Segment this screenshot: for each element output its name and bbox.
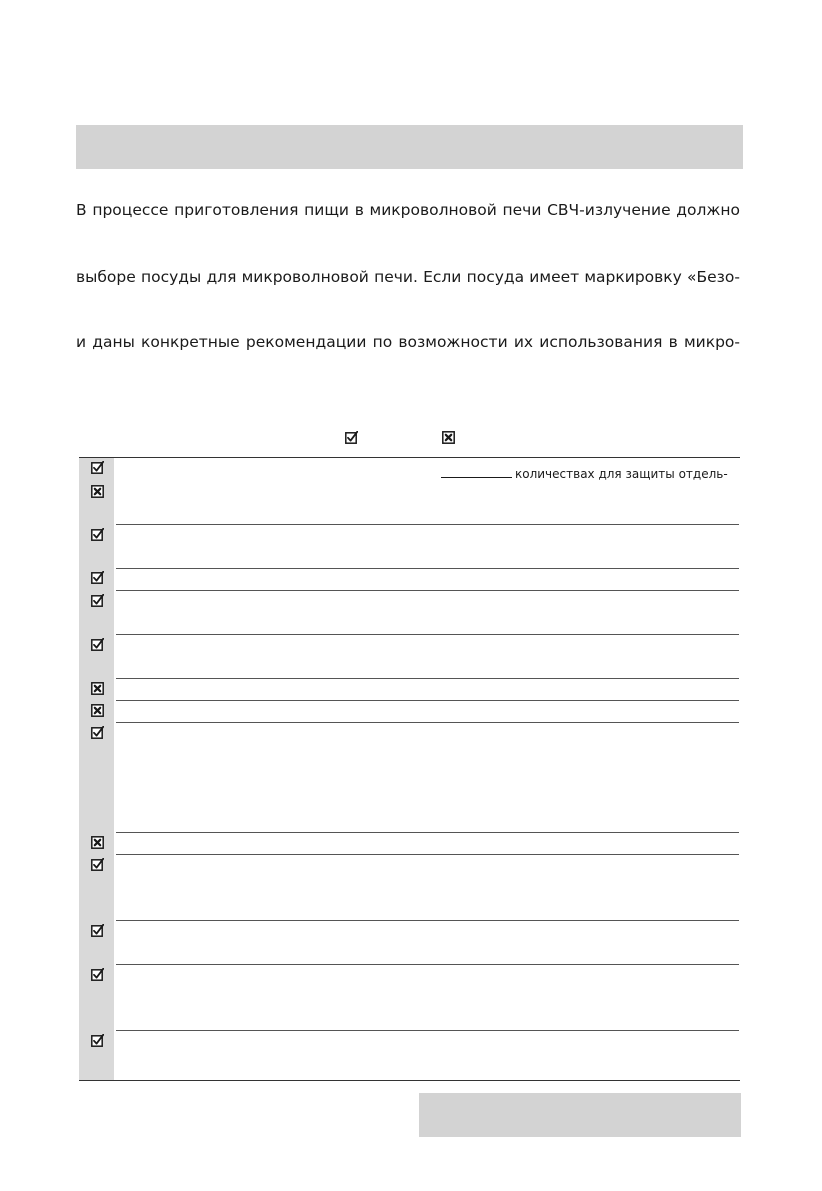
check-icon	[91, 528, 104, 541]
row-separator	[116, 920, 739, 921]
intro-line-3: и даны конкретные рекомендации по возможности их использования в микро-	[76, 333, 740, 351]
check-icon	[91, 1034, 104, 1047]
legend-check-icon	[345, 431, 358, 444]
cross-icon	[91, 704, 104, 717]
check-icon	[91, 571, 104, 584]
row-separator	[116, 700, 739, 701]
section-header-bar	[76, 125, 743, 169]
check-icon	[91, 858, 104, 871]
cross-icon	[91, 682, 104, 695]
table-bottom-border	[79, 1080, 740, 1081]
row-separator	[116, 678, 739, 679]
row-separator	[116, 832, 739, 833]
check-icon	[91, 638, 104, 651]
row-1-text-fragment	[441, 467, 728, 481]
row-separator	[116, 964, 739, 965]
row-separator	[116, 568, 739, 569]
row-separator	[116, 634, 739, 635]
legend-cross-icon	[442, 431, 455, 444]
table-icon-column	[79, 458, 114, 1081]
check-icon	[91, 726, 104, 739]
blank-underline	[441, 467, 512, 478]
footer-bar	[419, 1093, 741, 1137]
row-separator	[116, 590, 739, 591]
row-separator	[116, 1030, 739, 1031]
check-icon	[91, 461, 104, 474]
row-1-fragment-text: количествах для защиты отдель-	[515, 467, 728, 481]
row-separator	[116, 722, 739, 723]
check-icon	[91, 924, 104, 937]
intro-line-1: В процессе приготовления пищи в микроволновой печи СВЧ-излучение должно	[76, 201, 740, 219]
row-separator	[116, 524, 739, 525]
intro-line-2: выборе посуды для микроволновой печи. Если посуда имеет маркировку «Безо-	[76, 268, 740, 286]
check-icon	[91, 594, 104, 607]
cross-icon	[91, 485, 104, 498]
row-separator	[116, 854, 739, 855]
cross-icon	[91, 836, 104, 849]
check-icon	[91, 968, 104, 981]
table-top-border	[79, 457, 740, 458]
